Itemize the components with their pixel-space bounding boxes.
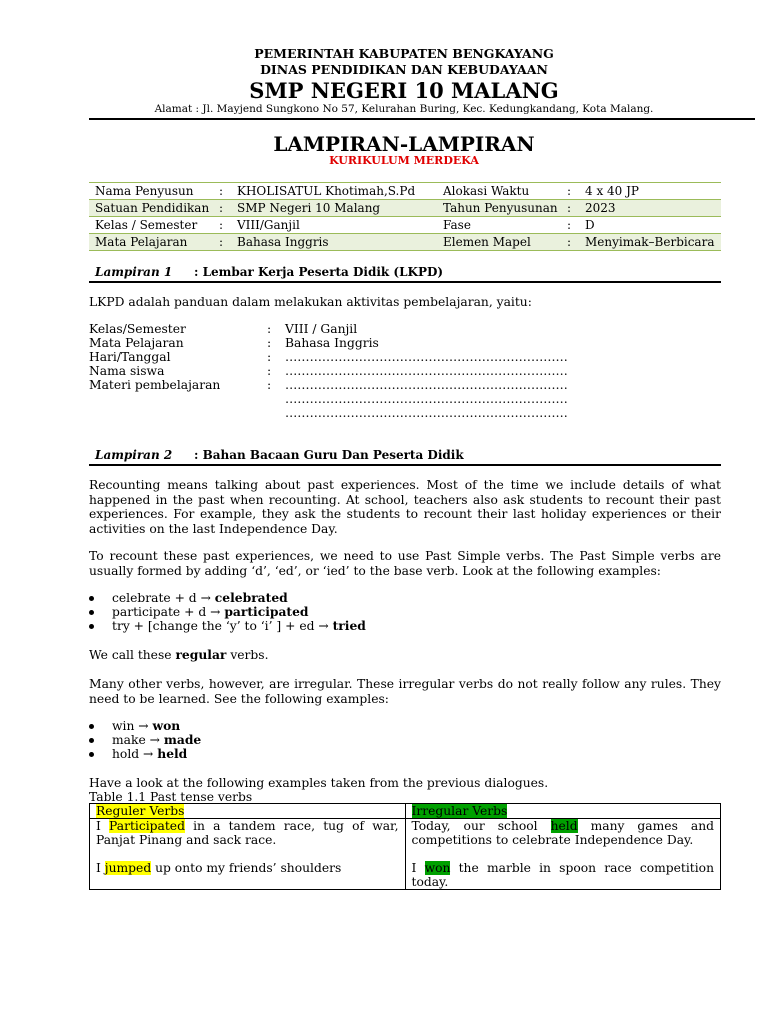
info-colon: : bbox=[561, 234, 579, 251]
page-title: LAMPIRAN-LAMPIRAN bbox=[273, 132, 535, 156]
bullet-icon bbox=[89, 596, 94, 601]
info-label: Mata Pelajaran bbox=[89, 234, 213, 251]
example-result: celebrated bbox=[214, 590, 288, 605]
section-heading-lampiran-2 bbox=[89, 447, 721, 466]
text-fragment: many games and competitions to celebrate Independence Day. bbox=[411, 819, 714, 847]
info-colon: : bbox=[561, 200, 579, 217]
example-base: participate + d → bbox=[112, 605, 225, 619]
example-sentence bbox=[96, 861, 399, 875]
info-table bbox=[89, 182, 721, 251]
example-base: try + [change the ‘y’ to ‘i’ ] + ed → bbox=[112, 619, 333, 633]
page-subtitle: KURIKULUM MERDEKA bbox=[329, 154, 479, 167]
header-government: PEMERINTAH KABUPATEN BENGKAYANG bbox=[254, 46, 554, 61]
form-blank: …………………………………………………………… bbox=[285, 364, 568, 378]
info-colon: : bbox=[213, 183, 231, 200]
highlighted-verb: held bbox=[550, 819, 578, 833]
paragraph-recounting: Recounting means talking about past experiences. Most of the time we include details of what happened in the past when recounting. At school, teachers also ask students to recount their past experiences. For example, they ask the students to recount their last holiday experiences or their activities on the last Independence Day. bbox=[89, 478, 721, 536]
table-cell bbox=[90, 819, 406, 890]
example-base: make → bbox=[112, 733, 164, 747]
text-fragment: I bbox=[411, 861, 425, 875]
info-colon: : bbox=[213, 234, 231, 251]
section-label: Lampiran 1 bbox=[95, 265, 173, 279]
form-label: Mata Pelajaran bbox=[89, 336, 184, 350]
info-value: VIII/Ganjil bbox=[231, 217, 437, 234]
form-value: Bahasa Inggris bbox=[285, 336, 379, 350]
form-colon: : bbox=[267, 350, 272, 364]
form-blank: …………………………………………………………… bbox=[285, 392, 568, 406]
form-colon: : bbox=[267, 378, 272, 392]
bullet-icon bbox=[89, 624, 94, 629]
info-value: SMP Negeri 10 Malang bbox=[231, 200, 437, 217]
text-fragment: verbs. bbox=[226, 648, 269, 662]
info-label: Kelas / Semester bbox=[89, 217, 213, 234]
form-colon: : bbox=[267, 322, 272, 336]
info-row bbox=[89, 200, 721, 217]
info-label: Nama Penyusun bbox=[89, 183, 213, 200]
paragraph-past-simple: To recount these past experiences, we need to use Past Simple verbs. The Past Simple verbs are usually formed by adding ‘d’, ‘ed’, or ‘ied’ to the base verb. Look at the following examples: bbox=[89, 549, 721, 578]
bullet-icon bbox=[89, 724, 94, 729]
text-fragment: in a tandem race, tug of war, Panjat Pinang and sack race. bbox=[96, 819, 399, 847]
table-header-cell bbox=[405, 804, 721, 819]
example-result: tried bbox=[332, 618, 366, 633]
example-base: hold → bbox=[112, 747, 158, 761]
example-sentence bbox=[96, 819, 399, 847]
text-fragment: the marble in spoon race competition today. bbox=[411, 861, 714, 889]
example-result: held bbox=[157, 746, 188, 761]
example-base: win → bbox=[112, 719, 153, 733]
section-heading-lampiran-1 bbox=[89, 264, 721, 283]
header-irregular: Irregular Verbs bbox=[411, 804, 508, 818]
info-colon: : bbox=[561, 183, 579, 200]
info-label: Tahun Penyusunan bbox=[437, 200, 561, 217]
text-fragment: Today, our school bbox=[411, 819, 551, 833]
header-department: DINAS PENDIDIKAN DAN KEBUDAYAAN bbox=[260, 62, 548, 77]
info-value: Bahasa Inggris bbox=[231, 234, 437, 251]
text-fragment: up onto my friends’ shoulders bbox=[151, 861, 342, 875]
header-regular: Reguler Verbs bbox=[96, 804, 185, 818]
form-label: Nama siswa bbox=[89, 364, 165, 378]
info-colon: : bbox=[561, 217, 579, 234]
info-row bbox=[89, 217, 721, 234]
table-header-row bbox=[90, 804, 721, 819]
header-divider bbox=[89, 118, 755, 123]
example-result: made bbox=[163, 732, 202, 747]
info-label: Elemen Mapel bbox=[437, 234, 561, 251]
form-value: VIII / Ganjil bbox=[285, 322, 358, 336]
section-title: : Lembar Kerja Peserta Didik (LKPD) bbox=[194, 265, 444, 279]
highlighted-verb: Participated bbox=[109, 819, 185, 833]
form-label: Hari/Tanggal bbox=[89, 350, 171, 364]
highlighted-verb: jumped bbox=[104, 861, 152, 875]
info-value: Menyimak–Berbicara bbox=[579, 234, 721, 251]
form-blank: …………………………………………………………… bbox=[285, 378, 568, 392]
table-header-cell bbox=[90, 804, 406, 819]
form-label: Materi pembelajaran bbox=[89, 378, 221, 392]
info-row bbox=[89, 234, 721, 251]
paragraph-look: Have a look at the following examples taken from the previous dialogues. bbox=[89, 776, 549, 790]
paragraph-irregular: Many other verbs, however, are irregular. These irregular verbs do not really follow any rules. They need to be learned. See the following examples: bbox=[89, 677, 721, 706]
form-colon: : bbox=[267, 364, 272, 378]
paragraph-regular bbox=[89, 648, 721, 663]
bullet-icon bbox=[89, 610, 94, 615]
info-label: Satuan Pendidikan bbox=[89, 200, 213, 217]
info-label: Alokasi Waktu bbox=[437, 183, 561, 200]
info-colon: : bbox=[213, 200, 231, 217]
example-result: won bbox=[152, 718, 181, 733]
header-address: Alamat : Jl. Mayjend Sungkono No 57, Kelurahan Buring, Kec. Kedungkandang, Kota Malang. bbox=[154, 103, 654, 115]
header-school-name: SMP NEGERI 10 MALANG bbox=[249, 78, 559, 103]
table-cell bbox=[405, 819, 721, 890]
bold-term: regular bbox=[175, 647, 227, 662]
text-fragment: We call these bbox=[89, 648, 176, 662]
bullet-icon bbox=[89, 752, 94, 757]
example-base: celebrate + d → bbox=[112, 591, 215, 605]
info-row bbox=[89, 183, 721, 200]
table-row bbox=[90, 819, 721, 890]
table-caption: Table 1.1 Past tense verbs bbox=[89, 790, 253, 804]
highlighted-verb: won bbox=[424, 861, 451, 875]
form-label: Kelas/Semester bbox=[89, 322, 186, 336]
info-value: KHOLISATUL Khotimah,S.Pd bbox=[231, 183, 437, 200]
bullet-icon bbox=[89, 738, 94, 743]
past-tense-table bbox=[89, 803, 721, 890]
section-title: : Bahan Bacaan Guru Dan Peserta Didik bbox=[194, 448, 464, 462]
example-sentence bbox=[412, 819, 715, 847]
info-label: Fase bbox=[437, 217, 561, 234]
form-blank: …………………………………………………………… bbox=[285, 350, 568, 364]
example-result: participated bbox=[224, 604, 309, 619]
text-fragment: I bbox=[96, 819, 110, 833]
info-value: 2023 bbox=[579, 200, 721, 217]
info-value: 4 x 40 JP bbox=[579, 183, 721, 200]
section-label: Lampiran 2 bbox=[95, 448, 173, 462]
form-blank: …………………………………………………………… bbox=[285, 406, 568, 420]
text-fragment: I bbox=[96, 861, 105, 875]
example-sentence bbox=[412, 861, 715, 889]
info-value: D bbox=[579, 217, 721, 234]
info-colon: : bbox=[213, 217, 231, 234]
form-colon: : bbox=[267, 336, 272, 350]
lkpd-intro: LKPD adalah panduan dalam melakukan aktivitas pembelajaran, yaitu: bbox=[89, 295, 532, 309]
